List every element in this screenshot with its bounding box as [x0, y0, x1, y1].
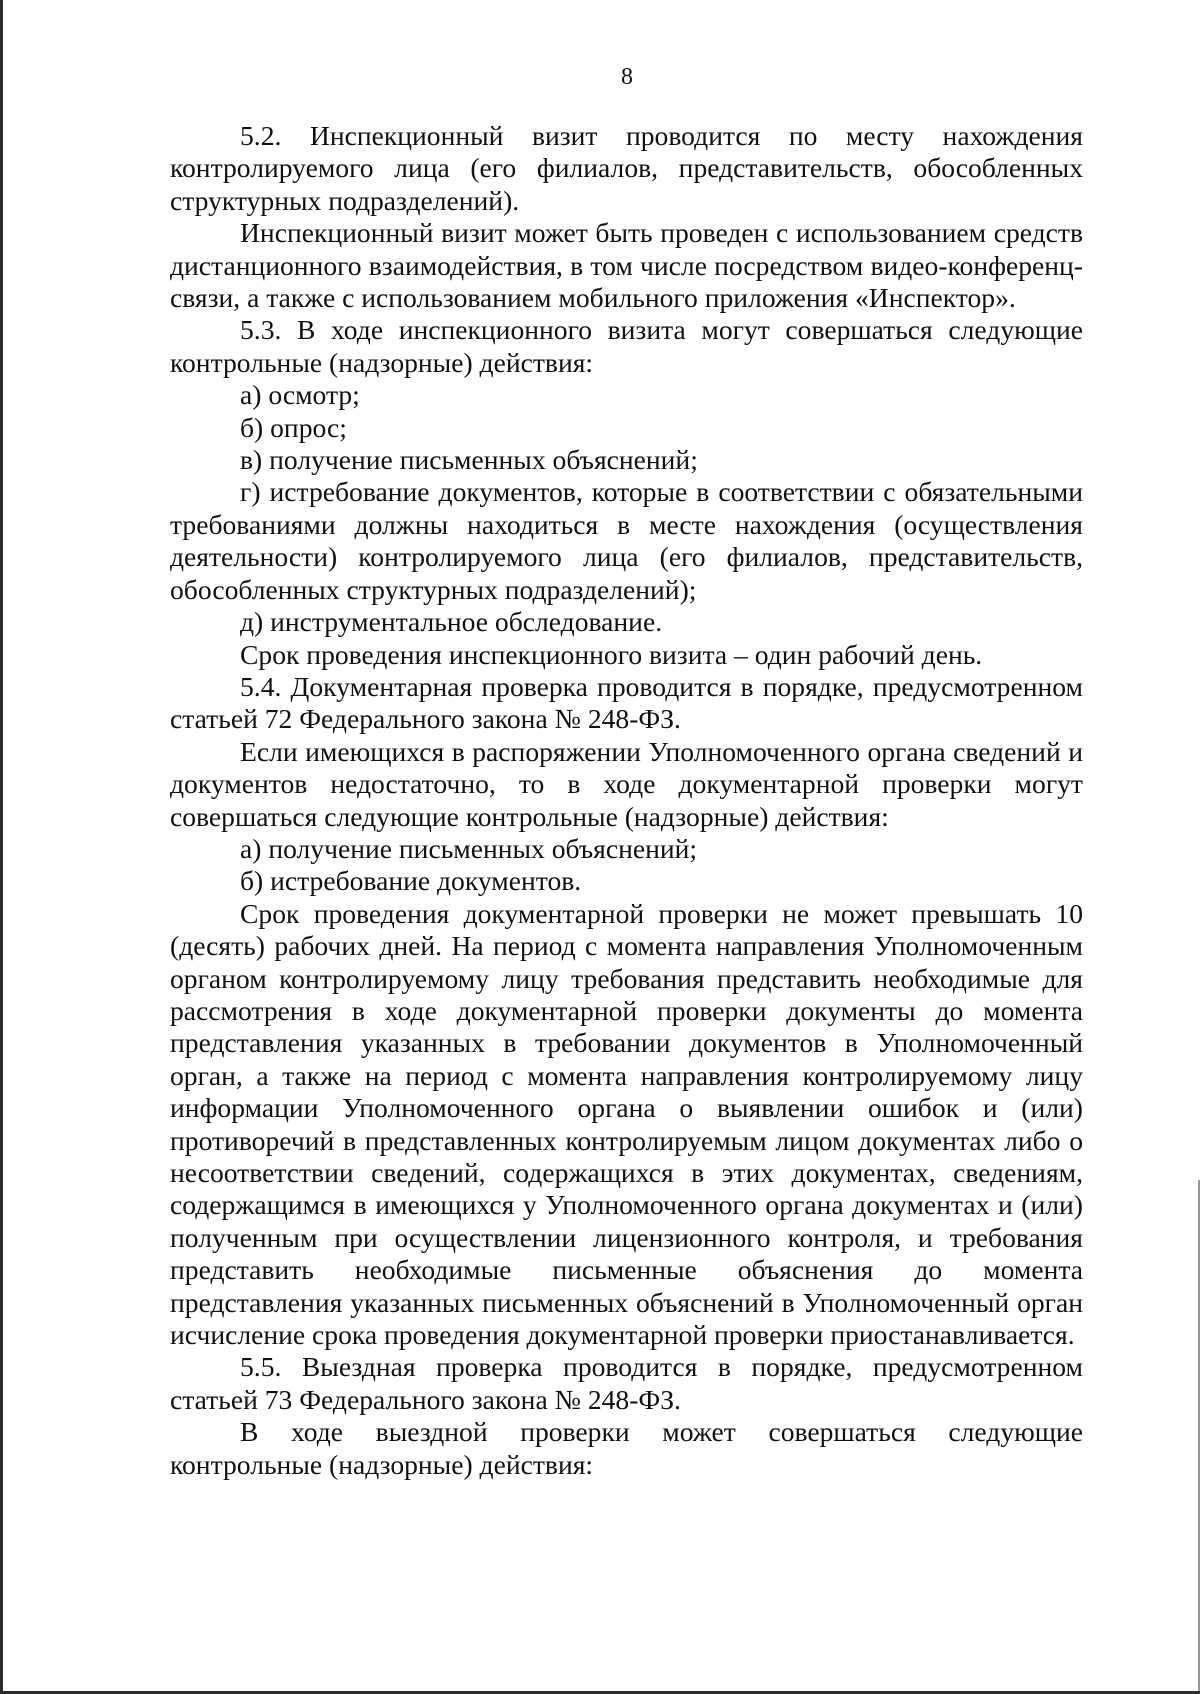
list-item: б) истребование документов.	[240, 865, 582, 897]
scan-edge-left	[0, 0, 3, 1694]
paragraph-5-3: 5.3. В ходе инспекционного визита могут совершаться следующие контрольные (надзорные) действия:	[170, 314, 1083, 378]
paragraph-insufficient-info: Если имеющихся в распоряжении Уполномоченного органа сведений и документов недостаточно, то в ходе документарной проверки могут совершаться следующие контрольные (надзорные) действия:	[170, 735, 1083, 832]
paragraph-onsite-actions: В ходе выездной проверки может совершаться следующие контрольные (надзорные) действия:	[170, 1416, 1083, 1480]
list-item: д) инструментальное обследование.	[240, 606, 663, 638]
paragraph-visit-duration: Срок проведения инспекционного визита – один рабочий день.	[240, 638, 983, 670]
list-item: а) получение письменных объяснений;	[240, 832, 698, 864]
document-body	[170, 120, 1083, 1481]
paragraph-documentary-duration: Срок проведения документарной проверки не может превышать 10 (десять) рабочих дней. На период с момента направления Уполномоченным органом контролируемому лицу требования представить необходимые для рассмотрения в ходе документарной проверки документы до момента представления указанных в требовании документов в Уполномоченный орган, а также на период с момента направления контролируемому лицу информации Уполномоченного органа о выявлении ошибок и (или) противоречий в представленных контролируемым лицом документах либо о несоответствии сведений, содержащихся в этих документах, сведениям, содержащимся в имеющихся у Уполномоченного органа документах и (или) полученным при осуществлении лицензионного контроля, и требования представить необходимые письменные объяснения до момента представления указанных письменных объяснений в Уполномоченный орган исчисление срока проведения документарной проверки приостанавливается.	[170, 897, 1083, 1351]
paragraph-5-4: 5.4. Документарная проверка проводится в порядке, предусмотренном статьей 72 Федерального закона № 248-ФЗ.	[170, 670, 1083, 735]
paragraph-5-2: 5.2. Инспекционный визит проводится по месту нахождения контролируемого лица (его филиалов, представительств, обособленных структурных подразделений).	[170, 120, 1083, 216]
list-item: в) получение письменных объяснений;	[240, 444, 698, 476]
paragraph-remote-inspection: Инспекционный визит может быть проведен с использованием средств дистанционного взаимодействия, в том числе посредством видео-конференц-связи, а также с использованием мобильного приложения «Инспектор».	[170, 217, 1083, 314]
list-item: г) истребование документов, которые в соответствии с обязательными требованиями должны находиться в месте нахождения (осуществления деятельности) контролируемого лица (его филиалов, представительств, обособленных структурных подразделений);	[170, 476, 1083, 605]
list-item: а) осмотр;	[240, 379, 360, 411]
list-item: б) опрос;	[240, 411, 347, 443]
page-number: 8	[621, 64, 633, 90]
paragraph-5-5: 5.5. Выездная проверка проводится в порядке, предусмотренном статьей 73 Федерального закона № 248-ФЗ.	[170, 1351, 1083, 1415]
